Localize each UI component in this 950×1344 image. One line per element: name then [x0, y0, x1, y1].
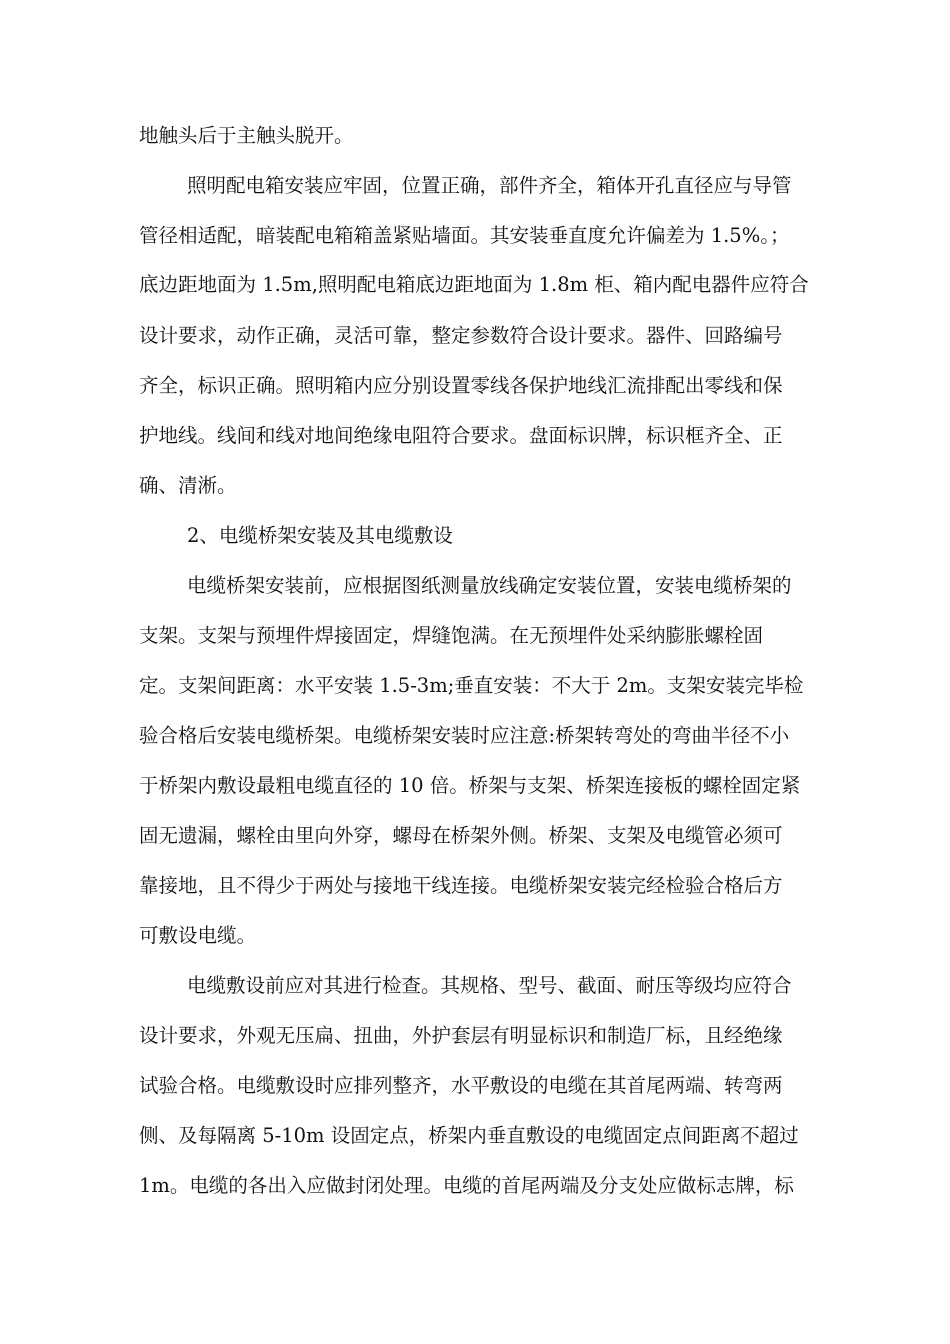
- section-heading: 2、电缆桥架安装及其电缆敷设: [187, 524, 453, 547]
- text-line: 地触头后于主触头脱开。: [139, 124, 354, 147]
- text-line: 齐全，标识正确。照明箱内应分别设置零线各保护地线汇流排配出零线和保: [139, 374, 783, 397]
- text-line: 确、清淅。: [139, 474, 237, 497]
- text-line: 设计要求，动作正确，灵活可靠，整定参数符合设计要求。器件、回路编号: [139, 324, 783, 347]
- text-line: 电缆敷设前应对其进行检查。其规格、型号、截面、耐压等级均应符合: [187, 974, 792, 997]
- text-line: 1m。电缆的各出入应做封闭处理。电缆的首尾两端及分支处应做标志牌，标: [139, 1174, 794, 1197]
- text-line: 于桥架内敷设最粗电缆直径的 10 倍。桥架与支架、桥架连接板的螺栓固定紧: [139, 774, 801, 797]
- text-line: 电缆桥架安装前，应根据图纸测量放线确定安装位置，安装电缆桥架的: [187, 574, 792, 597]
- text-line: 管径相适配，暗装配电箱箱盖紧贴墙面。其安装垂直度允许偏差为 1.5%。；: [139, 224, 790, 247]
- text-line: 照明配电箱安装应牢固，位置正确，部件齐全，箱体开孔直径应与导管: [187, 174, 792, 197]
- text-line: 可敷设电缆。: [139, 924, 257, 947]
- text-line: 验合格后安装电缆桥架。电缆桥架安装时应注意:桥架转弯处的弯曲半径不小: [139, 724, 790, 747]
- text-line: 试验合格。电缆敷设时应排列整齐，水平敷设的电缆在其首尾两端、转弯两: [139, 1074, 783, 1097]
- text-line: 侧、及每隔离 5-10m 设固定点，桥架内垂直敷设的电缆固定点间距离不超过: [139, 1124, 799, 1147]
- text-line: 设计要求，外观无压扁、扭曲，外护套层有明显标识和制造厂标，且经绝缘: [139, 1024, 783, 1047]
- text-line: 底边距地面为 1.5m,照明配电箱底边距地面为 1.8m 柜、箱内配电器件应符合: [139, 273, 809, 296]
- text-line: 固无遗漏，螺栓由里向外穿，螺母在桥架外侧。桥架、支架及电缆管必须可: [139, 824, 783, 847]
- text-line: 定。支架间距离：水平安装 1.5-3m;垂直安装：不大于 2m。支架安装完毕检: [139, 674, 804, 697]
- text-line: 靠接地，且不得少于两处与接地干线连接。电缆桥架安装完经检验合格后方: [139, 874, 783, 897]
- text-line: 护地线。线间和线对地间绝缘电阻符合要求。盘面标识牌，标识框齐全、正: [139, 424, 783, 447]
- text-line: 支架。支架与预埋件焊接固定，焊缝饱满。在无预埋件处采纳膨胀螺栓固: [139, 624, 764, 647]
